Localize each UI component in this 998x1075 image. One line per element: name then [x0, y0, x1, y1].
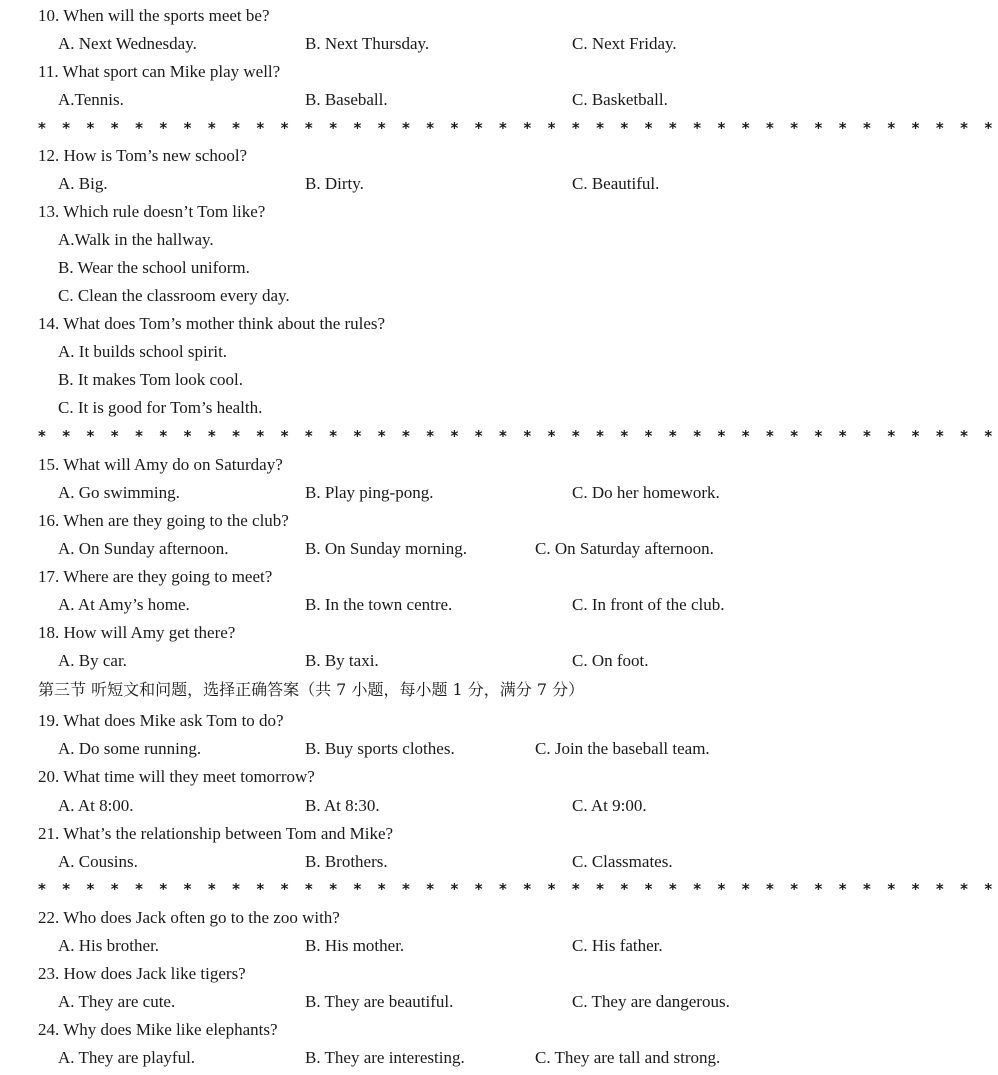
- question-11-options: [0, 86, 800, 114]
- option-c: C. Next Friday.: [572, 34, 677, 53]
- option-c: C. On Saturday afternoon.: [535, 539, 714, 558]
- question-14-option-a: [0, 338, 800, 366]
- question-14-text: 14. What does Tom’s mother think about the rules?: [38, 314, 386, 333]
- option-b: B. Wear the school uniform.: [58, 258, 250, 277]
- question-24-options: [0, 1044, 800, 1072]
- question-20-options: [0, 792, 800, 820]
- option-c: C. They are dangerous.: [572, 992, 730, 1011]
- asterisk-divider: * * * * * * * * * * * * * * * * * * * * * * * * * * * * * * * * * * * * * * * *: [38, 119, 998, 137]
- option-a: A. On Sunday afternoon.: [58, 539, 229, 558]
- question-23-options: [0, 988, 800, 1016]
- asterisk-divider: * * * * * * * * * * * * * * * * * * * * * * * * * * * * * * * * * * * * * * * *: [38, 880, 998, 898]
- option-a: A. By car.: [58, 651, 127, 670]
- question-10-text: 10. When will the sports meet be?: [38, 6, 270, 25]
- question-22-text: 22. Who does Jack often go to the zoo with?: [38, 908, 340, 927]
- question-18-options: [0, 647, 800, 675]
- question-20-text: 20. What time will they meet tomorrow?: [38, 767, 315, 786]
- question-23: [0, 960, 800, 988]
- question-16-options: [0, 535, 800, 563]
- option-c: C. In front of the club.: [572, 595, 725, 614]
- question-15-options: [0, 479, 800, 507]
- question-22-options: [0, 932, 800, 960]
- question-13-option-b: [0, 254, 800, 282]
- option-c: C. Classmates.: [572, 852, 673, 871]
- option-c: C. Clean the classroom every day.: [58, 286, 290, 305]
- option-b: B. They are beautiful.: [305, 992, 454, 1011]
- separator-2: [0, 422, 998, 450]
- question-20: [0, 763, 800, 791]
- question-12-text: 12. How is Tom’s new school?: [38, 146, 248, 165]
- option-a: A. Next Wednesday.: [58, 34, 197, 53]
- question-10: [0, 2, 800, 30]
- question-12-options: [0, 170, 800, 198]
- separator-1: [0, 114, 998, 142]
- option-c: C. Do her homework.: [572, 483, 720, 502]
- question-19-options: [0, 735, 800, 763]
- option-a: A. Do some running.: [58, 739, 202, 758]
- option-c: C. At 9:00.: [572, 796, 647, 815]
- question-23-text: 23. How does Jack like tigers?: [38, 964, 246, 983]
- option-b: B. His mother.: [305, 936, 405, 955]
- question-19: [0, 707, 800, 735]
- question-15-text: 15. What will Amy do on Saturday?: [38, 455, 283, 474]
- question-11: [0, 58, 800, 86]
- option-a: A.Walk in the hallway.: [58, 230, 214, 249]
- option-b: B. On Sunday morning.: [305, 539, 467, 558]
- question-13-text: 13. Which rule doesn’t Tom like?: [38, 202, 266, 221]
- section-3-title: 第三节 听短文和问题，选择正确答案（共 7 小题，每小题 1 分，满分 7 分）: [38, 680, 585, 699]
- question-13-option-c: [0, 282, 800, 310]
- option-a: A. Go swimming.: [58, 483, 180, 502]
- section-3-heading: [0, 676, 800, 704]
- question-19-text: 19. What does Mike ask Tom to do?: [38, 711, 284, 730]
- option-b: B. At 8:30.: [305, 796, 380, 815]
- option-a: A. They are playful.: [58, 1048, 196, 1067]
- option-b: B. Brothers.: [305, 852, 388, 871]
- question-17-text: 17. Where are they going to meet?: [38, 567, 273, 586]
- option-b: B. Buy sports clothes.: [305, 739, 455, 758]
- question-16: [0, 507, 800, 535]
- question-14-option-c: [0, 394, 800, 422]
- question-21-options: [0, 848, 800, 876]
- question-12: [0, 142, 800, 170]
- question-13-option-a: [0, 226, 800, 254]
- option-b: B. Baseball.: [305, 90, 388, 109]
- option-a: A.Tennis.: [58, 90, 124, 109]
- option-b: B. They are interesting.: [305, 1048, 465, 1067]
- question-17-options: [0, 591, 800, 619]
- question-14-option-b: [0, 366, 800, 394]
- question-15: [0, 451, 800, 479]
- option-b: B. Play ping-pong.: [305, 483, 434, 502]
- option-a: A. At 8:00.: [58, 796, 134, 815]
- option-a: A. It builds school spirit.: [58, 342, 228, 361]
- option-c: C. His father.: [572, 936, 663, 955]
- option-b: B. Dirty.: [305, 174, 364, 193]
- option-a: A. Cousins.: [58, 852, 138, 871]
- question-21-text: 21. What’s the relationship between Tom and Mike?: [38, 824, 394, 843]
- option-a: A. Big.: [58, 174, 108, 193]
- option-a: A. His brother.: [58, 936, 160, 955]
- question-10-options: [0, 30, 800, 58]
- question-24-text: 24. Why does Mike like elephants?: [38, 1020, 278, 1039]
- option-b: B. In the town centre.: [305, 595, 453, 614]
- option-b: B. By taxi.: [305, 651, 379, 670]
- option-c: C. They are tall and strong.: [535, 1048, 721, 1067]
- question-18-text: 18. How will Amy get there?: [38, 623, 236, 642]
- option-b: B. Next Thursday.: [305, 34, 430, 53]
- option-a: A. They are cute.: [58, 992, 176, 1011]
- option-c: C. Basketball.: [572, 90, 668, 109]
- question-11-text: 11. What sport can Mike play well?: [38, 62, 281, 81]
- asterisk-divider: * * * * * * * * * * * * * * * * * * * * * * * * * * * * * * * * * * * * * * * *: [38, 427, 998, 445]
- question-14: [0, 310, 800, 338]
- question-18: [0, 619, 800, 647]
- option-c: C. It is good for Tom’s health.: [58, 398, 263, 417]
- option-c: C. Beautiful.: [572, 174, 660, 193]
- option-c: C. Join the baseball team.: [535, 739, 710, 758]
- option-a: A. At Amy’s home.: [58, 595, 190, 614]
- question-21: [0, 820, 800, 848]
- option-b: B. It makes Tom look cool.: [58, 370, 244, 389]
- question-13: [0, 198, 800, 226]
- question-22: [0, 904, 800, 932]
- question-17: [0, 563, 800, 591]
- question-16-text: 16. When are they going to the club?: [38, 511, 289, 530]
- question-24: [0, 1016, 800, 1044]
- separator-3: [0, 875, 998, 903]
- option-c: C. On foot.: [572, 651, 649, 670]
